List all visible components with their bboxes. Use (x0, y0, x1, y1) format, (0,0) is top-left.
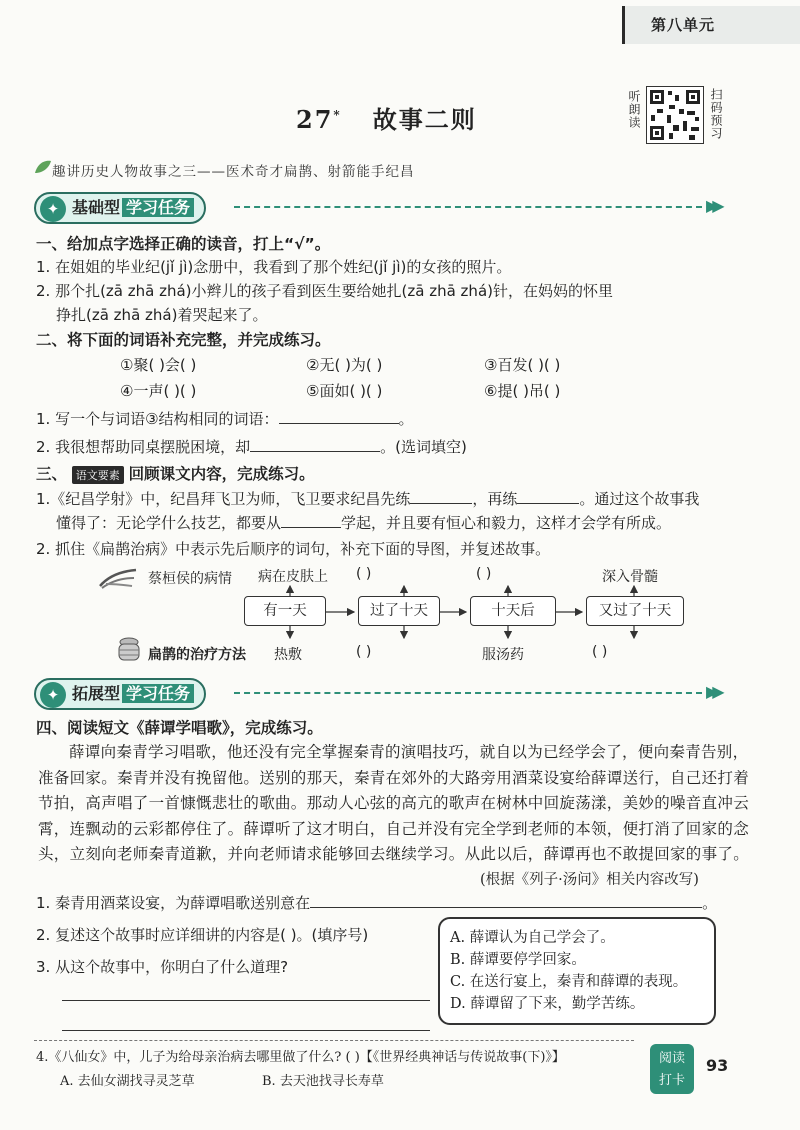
section1-heading: 一、给加点字选择正确的读音，打上“√”。 (36, 235, 331, 253)
medicine-jar-icon (114, 636, 144, 664)
top-row-label: 蔡桓侯的病情 (148, 571, 232, 587)
timeline-box-4: 又过了十天 (586, 596, 684, 626)
options-box (438, 917, 716, 1025)
section3-q1-part3: 。通过这个故事我 (579, 490, 700, 508)
section4-q1-text: 1. 秦青用酒菜设宴，为薛谭唱歌送别意在 (36, 894, 311, 912)
double-arrow-icon: ▶▶ (706, 682, 719, 701)
footer-option-a: A. 去仙女湖找寻灵芝草 (60, 1074, 195, 1089)
banner-extended-task: 学习任务 (122, 684, 194, 703)
lightbulb-icon: ✦ (40, 682, 66, 708)
top-item-4: 深入骨髓 (602, 569, 658, 585)
lesson-title (296, 100, 477, 135)
word-item-1: ①聚( )会( ) (120, 356, 197, 374)
section3-q2: 2. 抓住《扁鹊治病》中表示先后顺序的词句，补充下面的导图，并复述故事。 (36, 540, 551, 558)
unit-label: 第八单元 (622, 6, 800, 44)
double-arrow-icon: ▶▶ (706, 196, 719, 215)
banner-basic (34, 192, 764, 222)
reading-checkin-line1: 阅读 (658, 1051, 685, 1066)
banner-basic-pill (34, 192, 206, 224)
footer-option-b: B. 去天池找寻长寿草 (262, 1074, 384, 1089)
top-item-2: ( ) (356, 566, 372, 582)
option-c: C. 在送行宴上，秦青和薛谭的表现。 (450, 974, 688, 990)
banner-divider (234, 206, 702, 208)
word-item-3: ③百发( )( ) (484, 356, 561, 374)
top-item-3: ( ) (476, 566, 492, 582)
qr-code-icon[interactable] (646, 86, 704, 144)
page-number: 93 (706, 1056, 729, 1075)
bottom-item-2: ( ) (356, 644, 372, 660)
answer-blank[interactable] (310, 893, 702, 908)
section3-q1-part5: 学起，并且要有恒心和毅力，这样才会学有所成。 (341, 514, 672, 532)
section3-q1 (36, 488, 699, 509)
bottom-item-4: ( ) (592, 644, 608, 660)
mind-map (36, 560, 756, 668)
bottom-row-label: 扁鹊的治疗方法 (148, 647, 246, 663)
banner-basic-type: 基础型 (72, 198, 121, 217)
section3-tag: 语文要素 (72, 466, 124, 484)
bottom-item-1: 热敷 (274, 647, 302, 663)
option-a: A. 薛谭认为自己学会了。 (450, 930, 615, 946)
section3-heading: 回顾课文内容，完成练习。 (128, 465, 315, 483)
section3-q1-cont (56, 512, 671, 533)
timeline-box-1: 有一天 (244, 596, 326, 626)
section3-q1-part2: ，再练 (472, 490, 518, 508)
intro-line: 趣讲历史人物故事之三——医术奇才扁鹊、射箭能手纪昌 (52, 164, 415, 180)
section2-heading: 二、将下面的词语补充完整，并完成练习。 (36, 331, 331, 349)
timeline-box-3: 十天后 (470, 596, 556, 626)
footer-divider (34, 1040, 634, 1041)
banner-extended (34, 678, 764, 708)
reading-checkin-badge[interactable] (650, 1044, 694, 1094)
word-item-4: ④一声( )( ) (120, 382, 197, 400)
section4-heading: 四、阅读短文《薛谭学唱歌》，完成练习。 (36, 719, 323, 737)
section2-q2-text: 2. 我很想帮助同桌摆脱困境，却 (36, 438, 251, 456)
section4-q1: 1. 秦青用酒菜设宴，为薛谭唱歌送别意在 。 (36, 894, 718, 912)
section2-q2-suffix: 。(选词填空) (380, 438, 467, 456)
banner-divider (234, 692, 702, 694)
qr-caption-right: 扫码预习 (709, 88, 723, 140)
section3-prefix: 三、 (36, 465, 68, 483)
passage-text: 薛谭向秦青学习唱歌，他还没有完全掌握秦青的演唱技巧，就自以为已经学会了，便向秦青告别，准备回家。秦青并没有挽留他。送别的那天，秦青在郊外的大路旁用酒菜设宴给薛谭送行，自己还打着节拍，高声唱了一首慷慨悲壮的歌曲。那动人心弦的高亢的歌声在树林中回旋荡漾，美妙的噪音直冲云霄，连飘动的云彩都停住了。薛谭听了这才明白，自己并没有完全学到老师的本领，便打消了回家的念头，立刻向老师秦青道歉，并向老师请求能够回去继续学习。从此以后，薛谭再也不敢提回家的事了。 (38, 743, 750, 863)
section1-q1: 1. 在姐姐的毕业纪(jǐ jì)念册中，我看到了那个姓纪(jǐ jì)的女孩的照片。 (36, 258, 512, 276)
answer-blank[interactable] (279, 409, 399, 424)
section3-q1-part1: 1.《纪昌学射》中，纪昌拜飞卫为师，飞卫要求纪昌先练 (36, 490, 411, 508)
section1-q2b: 挣扎(zā zhā zhá)着哭起来了。 (56, 306, 268, 324)
lightbulb-icon: ✦ (40, 196, 66, 222)
reading-checkin-line2: 打卡 (658, 1073, 685, 1088)
reading-passage (38, 740, 752, 868)
section4-q2: 2. 复述这个故事时应详细讲的内容是( )。(填序号) (36, 926, 369, 944)
section2-q1: 1. 写一个与词语③结构相同的词语： 。 (36, 410, 414, 428)
qr-caption-left: 听朗读 (627, 90, 641, 129)
answer-blank[interactable] (517, 489, 579, 504)
lesson-number: 27 (296, 105, 334, 134)
option-b: B. 薛谭要停学回家。 (450, 952, 586, 968)
word-item-6: ⑥提( )吊( ) (484, 382, 561, 400)
answer-blank[interactable] (410, 489, 472, 504)
section3-heading-row (36, 462, 315, 484)
answer-blank[interactable] (250, 437, 380, 452)
section1-q2a: 2. 那个扎(zā zhā zhá)小辫儿的孩子看到医生要给她扎(zā zhā zhá)针，在妈妈的怀里 (36, 282, 613, 300)
passage-source: (根据《列子·汤问》相关内容改写) (480, 872, 699, 888)
answer-blank[interactable] (281, 513, 341, 528)
lesson-star: * (333, 108, 342, 122)
footer-question: 4.《八仙女》中，儿子为给母亲治病去哪里做了什么? ( )【《世界经典神话与传说故事(下)》】 (36, 1050, 565, 1065)
section3-q1-part4: 懂得了：无论学什么技艺，都要从 (56, 514, 282, 532)
leaf-icon (34, 160, 52, 174)
word-item-5: ⑤面如( )( ) (306, 382, 383, 400)
top-item-1: 病在皮肤上 (258, 569, 328, 585)
lesson-name: 故事二则 (372, 105, 477, 134)
answer-line-1[interactable] (62, 1000, 430, 1001)
banner-basic-task: 学习任务 (122, 198, 194, 217)
bottom-item-3: 服汤药 (482, 647, 524, 663)
timeline-box-2: 过了十天 (358, 596, 440, 626)
banner-extended-pill (34, 678, 206, 710)
section2-q2 (36, 436, 467, 457)
word-item-2: ②无( )为( ) (306, 356, 383, 374)
banner-extended-type: 拓展型 (72, 684, 121, 703)
section2-q1-text: 1. 写一个与词语③结构相同的词语： (36, 410, 279, 428)
section4-q3: 3. 从这个故事中，你明白了什么道理? (36, 958, 289, 976)
answer-line-2[interactable] (62, 1030, 430, 1031)
option-d: D. 薛谭留了下来，勤学苦练。 (450, 996, 645, 1012)
